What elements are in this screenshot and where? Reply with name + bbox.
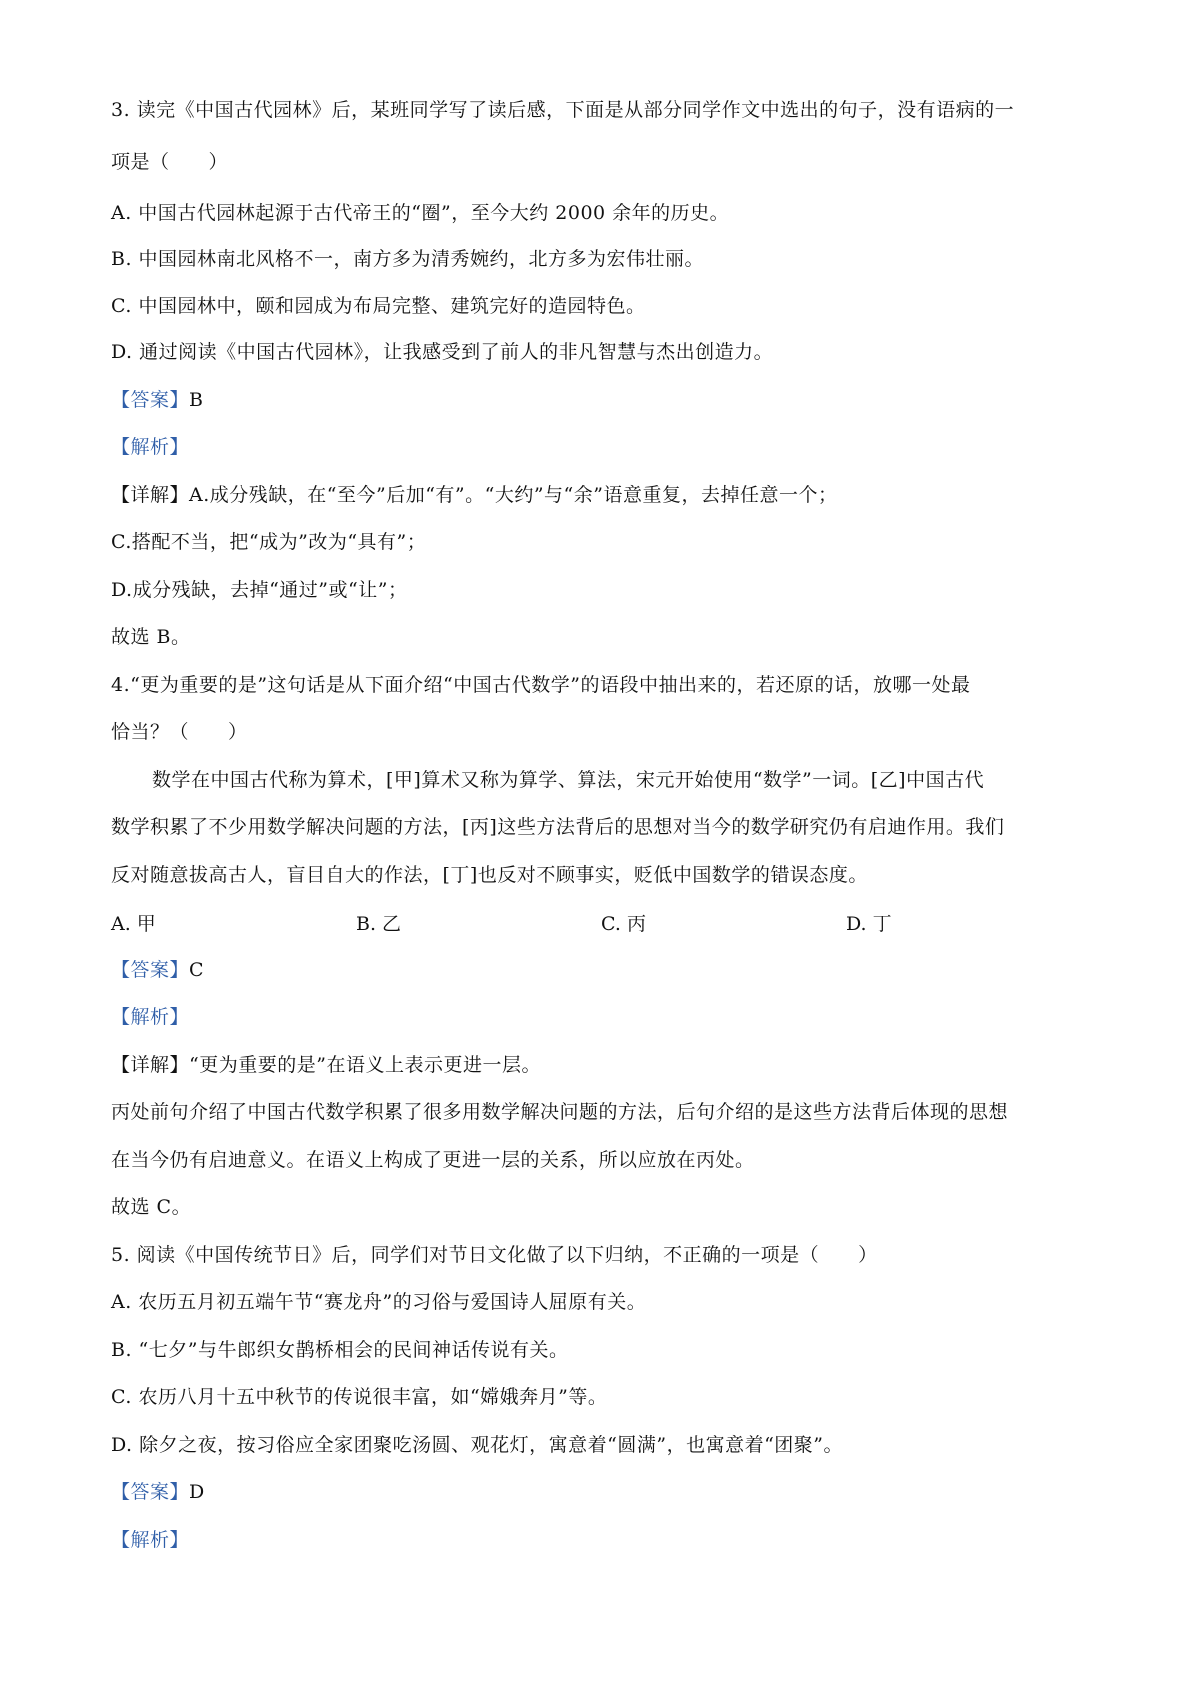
q4-passage-line2: 数学积累了不少用数学解决问题的方法，[丙]这些方法背后的思想对当今的数学研究仍有启迪作用。我们: [111, 816, 1005, 838]
q3-stem-line2: 项是（ ）: [111, 151, 229, 173]
q4-detail-line2: 丙处前句介绍了中国古代数学积累了很多用数学解决问题的方法，后句介绍的是这些方法背后体现的思想: [111, 1101, 1009, 1123]
q4-detail-line3: 在当今仍有启迪意义。在语义上构成了更进一层的关系，所以应放在丙处。: [111, 1149, 755, 1171]
q3-detail-line2: C.搭配不当，把“成为”改为“具有”；: [111, 531, 427, 553]
detail-text: “更为重要的是”在语义上表示更进一层。: [189, 1054, 541, 1076]
q4-detail-line4: 故选 C。: [111, 1196, 192, 1218]
q3-answer: [111, 386, 1100, 414]
q3-option-c: C. 中国园林中，颐和园成为布局完整、建筑完好的造园特色。: [111, 295, 646, 317]
q4-option-d: D. 丁: [846, 913, 892, 935]
analysis-tag: 【解析】: [111, 1006, 190, 1028]
q3-option-a: A. 中国古代园林起源于古代帝王的“圈”，至今大约 2000 余年的历史。: [111, 202, 730, 224]
answer-tag: 【答案】: [111, 1481, 190, 1503]
q5-answer: [111, 1478, 1100, 1506]
q4-answer: [111, 956, 1100, 984]
q5-stem-line1: 5. 阅读《中国传统节日》后，同学们对节日文化做了以下归纳，不正确的一项是（ ）: [111, 1244, 878, 1266]
detail-tag: 【详解】: [111, 1054, 190, 1076]
q4-options: [111, 910, 1011, 938]
answer-value: C: [189, 959, 205, 981]
q4-option-b: B. 乙: [356, 913, 402, 935]
detail-text: A.成分残缺，在“至今”后加“有”。“大约”与“余”语意重复，去掉任意一个；: [189, 484, 838, 506]
q4-option-a: A. 甲: [111, 913, 156, 935]
q4-stem-line1: 4.“更为重要的是”这句话是从下面介绍“中国古代数学”的语段中抽出来的，若还原的话，放哪一处最: [111, 674, 971, 696]
q4-option-c: C. 丙: [601, 913, 646, 935]
answer-value: D: [189, 1481, 205, 1503]
q4-analysis: [111, 1003, 1100, 1031]
q5-option-b: B. “七夕”与牛郎织女鹊桥相会的民间神话传说有关。: [111, 1339, 569, 1361]
q4-stem-line2: 恰当？（ ）: [111, 721, 248, 743]
answer-tag: 【答案】: [111, 959, 190, 981]
q4-passage-line3: 反对随意拔高古人，盲目自大的作法，[丁]也反对不顾事实，贬低中国数学的错误态度。: [111, 864, 868, 886]
detail-tag: 【详解】: [111, 484, 190, 506]
q3-option-b: B. 中国园林南北风格不一，南方多为清秀婉约，北方多为宏伟壮丽。: [111, 248, 705, 270]
q4-detail-line1: [111, 1051, 1100, 1079]
q5-option-d: D. 除夕之夜，按习俗应全家团聚吃汤圆、观花灯，寓意着“圆满”，也寓意着“团聚”。: [111, 1434, 843, 1456]
q5-analysis: [111, 1526, 1100, 1554]
q3-option-d: D. 通过阅读《中国古代园林》，让我感受到了前人的非凡智慧与杰出创造力。: [111, 341, 774, 363]
analysis-tag: 【解析】: [111, 436, 190, 458]
q3-stem-line1: 3. 读完《中国古代园林》后，某班同学写了读后感，下面是从部分同学作文中选出的句子，没有语病的一: [111, 99, 1015, 121]
q3-detail-line4: 故选 B。: [111, 626, 191, 648]
q5-option-c: C. 农历八月十五中秋节的传说很丰富，如“嫦娥奔月”等。: [111, 1386, 608, 1408]
q3-detail-line1: [111, 481, 1100, 509]
q3-detail-line3: D.成分残缺，去掉“通过”或“让”；: [111, 579, 408, 601]
q3-analysis: [111, 433, 1100, 461]
answer-value: B: [189, 389, 204, 411]
q4-passage-line1: 数学在中国古代称为算术，[甲]算术又称为算学、算法，宋元开始使用“数学”一词。[乙]中国古代: [152, 769, 985, 791]
analysis-tag: 【解析】: [111, 1529, 190, 1551]
q5-option-a: A. 农历五月初五端午节“赛龙舟”的习俗与爱国诗人屈原有关。: [111, 1291, 647, 1313]
answer-tag: 【答案】: [111, 389, 190, 411]
